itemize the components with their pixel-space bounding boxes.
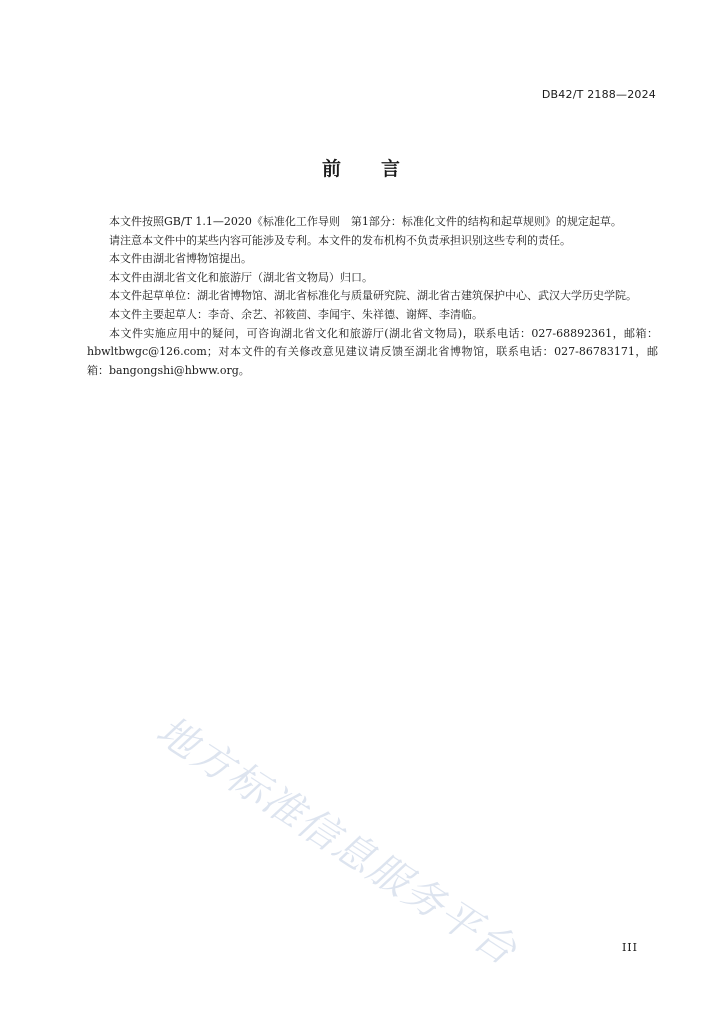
foreword-body (87, 213, 658, 380)
paragraph-drafting-rules: 本文件按照GB/T 1.1—2020《标准化工作导则 第1部分：标准化文件的结构和起草规则》的规定起草。 (109, 215, 622, 228)
title-char-1: 前 (321, 158, 343, 180)
document-code: DB42/T 2188—2024 (541, 88, 656, 101)
paragraph-patent-notice: 请注意本文件中的某些内容可能涉及专利。本文件的发布机构不负责承担识别这些专利的责任。 (109, 233, 571, 247)
page-title (0, 154, 724, 181)
paragraph-drafters: 本文件主要起草人：李奇、余艺、祁筱茴、李闻宇、朱祥德、谢辉、李清临。 (109, 307, 483, 321)
page-number: III (621, 941, 638, 954)
title-char-2: 言 (381, 158, 403, 180)
paragraph-proposer: 本文件由湖北省博物馆提出。 (109, 252, 252, 266)
paragraph-contact: 本文件实施应用中的疑问，可咨询湖北省文化和旅游厅(湖北省文物局)，联系电话：027-68892361，邮箱：hbwltbwgc@126.com；对本文件的有关修改意见建议请反馈至湖北省博物馆，联系电话：027-86783171，邮箱：bangongshi@hbww.org。 (87, 326, 658, 377)
paragraph-drafting-units: 本文件起草单位：湖北省博物馆、湖北省标准化与质量研究院、湖北省古建筑保护中心、武汉大学历史学院。 (109, 289, 637, 303)
paragraph-administrator: 本文件由湖北省文化和旅游厅（湖北省文物局）归口。 (109, 270, 373, 284)
watermark: 地方标准信息服务平台 (148, 707, 526, 975)
